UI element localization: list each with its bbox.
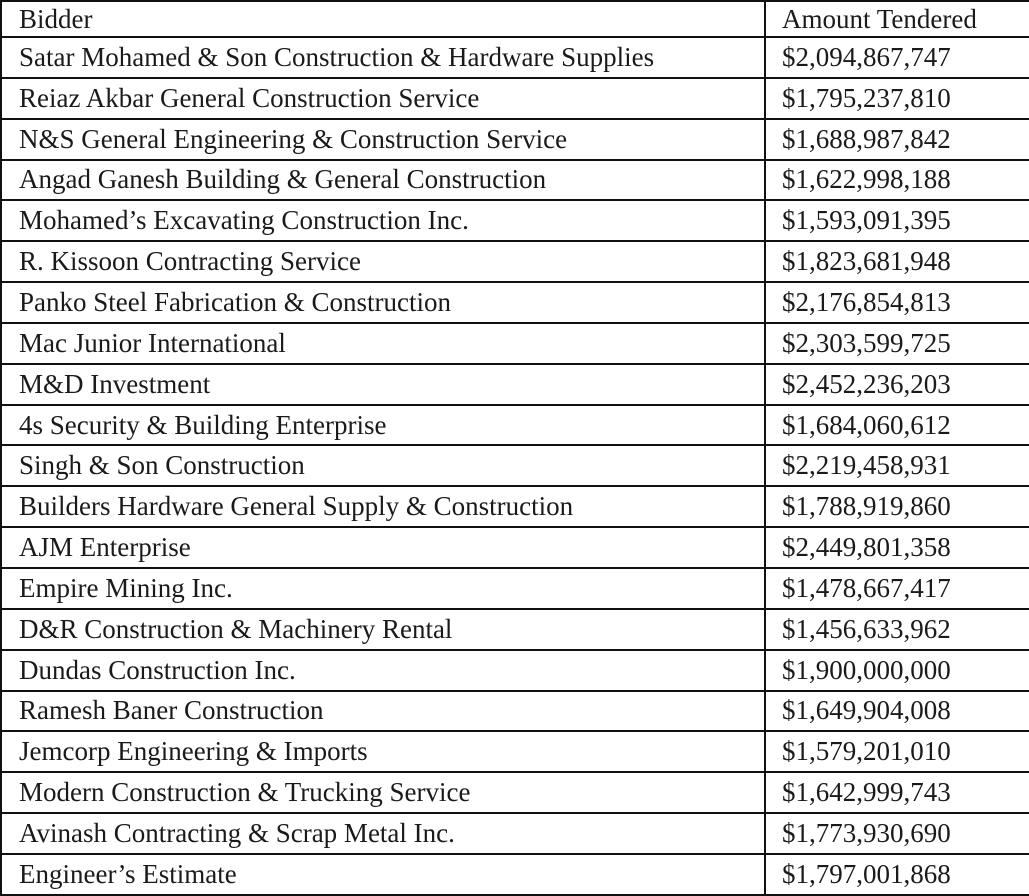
bidder-name-cell: Jemcorp Engineering & Imports — [1, 731, 765, 772]
table-row — [1, 323, 1029, 364]
bidder-name-cell: M&D Investment — [1, 364, 765, 405]
bidder-name-cell: Dundas Construction Inc. — [1, 650, 765, 691]
amount-tendered-cell: $1,684,060,612 — [765, 405, 1029, 446]
table-row — [1, 119, 1029, 160]
amount-tendered-cell: $2,303,599,725 — [765, 323, 1029, 364]
bidder-name-cell: Mac Junior International — [1, 323, 765, 364]
table-row — [1, 241, 1029, 282]
amount-tendered-cell: $2,176,854,813 — [765, 282, 1029, 323]
bidder-name-cell: R. Kissoon Contracting Service — [1, 241, 765, 282]
bidder-name-cell: Mohamed’s Excavating Construction Inc. — [1, 200, 765, 241]
bidder-name-cell: 4s Security & Building Enterprise — [1, 405, 765, 446]
amount-tendered-cell: $1,478,667,417 — [765, 568, 1029, 609]
table-row — [1, 160, 1029, 201]
bidder-name-cell: Panko Steel Fabrication & Construction — [1, 282, 765, 323]
bidder-name-cell: Avinash Contracting & Scrap Metal Inc. — [1, 813, 765, 854]
table-row — [1, 568, 1029, 609]
bidder-name-cell: N&S General Engineering & Construction Service — [1, 119, 765, 160]
table-row — [1, 609, 1029, 650]
amount-tendered-cell: $1,795,237,810 — [765, 78, 1029, 119]
table-row — [1, 78, 1029, 119]
bidder-name-cell: Reiaz Akbar General Construction Service — [1, 78, 765, 119]
amount-tendered-cell: $1,649,904,008 — [765, 691, 1029, 732]
amount-tendered-cell: $1,823,681,948 — [765, 241, 1029, 282]
bidder-name-cell: Modern Construction & Trucking Service — [1, 772, 765, 813]
table-row — [1, 364, 1029, 405]
table-row — [1, 650, 1029, 691]
bidder-name-cell: Empire Mining Inc. — [1, 568, 765, 609]
amount-tendered-cell: $1,900,000,000 — [765, 650, 1029, 691]
amount-column-header: Amount Tendered — [765, 1, 1029, 37]
bidder-name-cell: Satar Mohamed & Son Construction & Hardware Supplies — [1, 37, 765, 78]
table-row — [1, 445, 1029, 486]
bidder-name-cell: Singh & Son Construction — [1, 445, 765, 486]
amount-tendered-cell: $1,788,919,860 — [765, 486, 1029, 527]
bidder-name-cell: Builders Hardware General Supply & Construction — [1, 486, 765, 527]
amount-tendered-cell: $2,094,867,747 — [765, 37, 1029, 78]
table-row — [1, 282, 1029, 323]
table-body — [1, 37, 1029, 895]
amount-tendered-cell: $1,579,201,010 — [765, 731, 1029, 772]
table-row — [1, 854, 1029, 895]
amount-tendered-cell: $1,773,930,690 — [765, 813, 1029, 854]
bidder-column-header: Bidder — [1, 1, 765, 37]
amount-tendered-cell: $2,449,801,358 — [765, 527, 1029, 568]
bidder-name-cell: Ramesh Baner Construction — [1, 691, 765, 732]
table-row — [1, 813, 1029, 854]
table-row — [1, 37, 1029, 78]
header-row — [1, 1, 1029, 37]
amount-tendered-cell: $1,456,633,962 — [765, 609, 1029, 650]
table-row — [1, 486, 1029, 527]
table-row — [1, 527, 1029, 568]
table-row — [1, 691, 1029, 732]
bidder-name-cell: D&R Construction & Machinery Rental — [1, 609, 765, 650]
table-row — [1, 200, 1029, 241]
amount-tendered-cell: $1,688,987,842 — [765, 119, 1029, 160]
amount-tendered-cell: $1,622,998,188 — [765, 160, 1029, 201]
table-row — [1, 405, 1029, 446]
amount-tendered-cell: $1,593,091,395 — [765, 200, 1029, 241]
amount-tendered-cell: $1,797,001,868 — [765, 854, 1029, 895]
table-row — [1, 731, 1029, 772]
bidder-name-cell: Engineer’s Estimate — [1, 854, 765, 895]
bidder-name-cell: Angad Ganesh Building & General Construction — [1, 160, 765, 201]
amount-tendered-cell: $1,642,999,743 — [765, 772, 1029, 813]
bidder-name-cell: AJM Enterprise — [1, 527, 765, 568]
table-row — [1, 772, 1029, 813]
amount-tendered-cell: $2,219,458,931 — [765, 445, 1029, 486]
amount-tendered-cell: $2,452,236,203 — [765, 364, 1029, 405]
